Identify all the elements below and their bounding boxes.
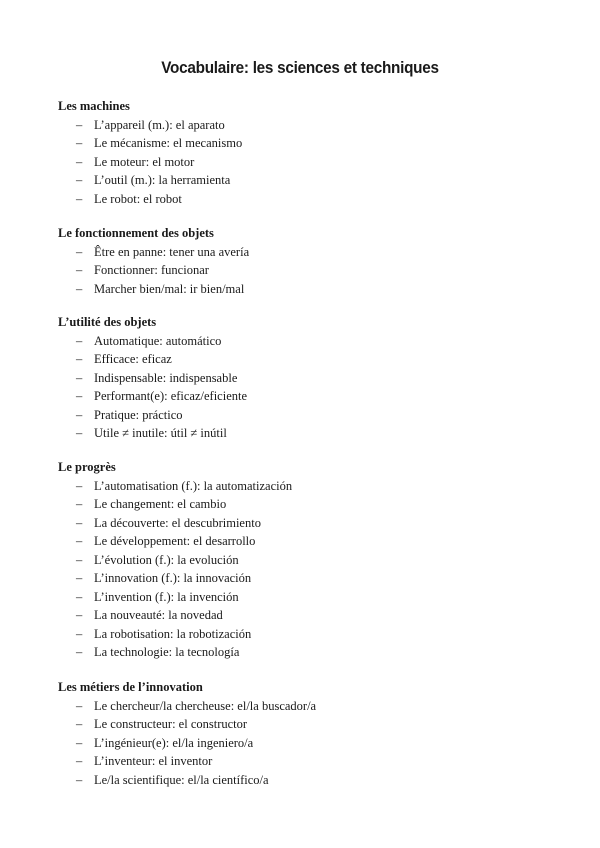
list-item xyxy=(58,569,558,588)
item-text: Performant(e): eficaz/eficiente xyxy=(94,389,248,403)
section-heading: Le progrès xyxy=(58,460,116,474)
item-text: Efficace: eficaz xyxy=(94,352,172,366)
section-heading: Les métiers de l’innovation xyxy=(58,680,203,694)
list-item xyxy=(58,116,558,135)
item-text: Marcher bien/mal: ir bien/mal xyxy=(94,281,245,296)
dash-bullet: – xyxy=(76,735,83,750)
dash-bullet: – xyxy=(76,281,83,296)
list-item xyxy=(58,495,558,514)
dash-bullet: – xyxy=(76,333,83,348)
section-metiers xyxy=(58,678,558,789)
item-text: Automatique: automático xyxy=(94,333,222,348)
list-item xyxy=(58,369,558,388)
section-heading: L’utilité des objets xyxy=(58,315,157,329)
list-item xyxy=(58,514,558,533)
dash-bullet: – xyxy=(76,645,83,659)
list-item xyxy=(58,171,558,190)
item-text: L’évolution (f.): la evolución xyxy=(94,552,239,567)
item-text: L’automatisation (f.): la automatización xyxy=(94,478,293,493)
section-fonctionnement xyxy=(58,224,558,298)
list-item xyxy=(58,606,558,625)
item-text: Le moteur: el motor xyxy=(94,154,195,169)
dash-bullet: – xyxy=(76,772,83,787)
dash-bullet: – xyxy=(76,497,83,511)
section-progres xyxy=(58,458,558,662)
list-item xyxy=(58,243,558,262)
list-item xyxy=(58,752,558,771)
list-item xyxy=(58,551,558,570)
item-text: Le changement: el cambio xyxy=(94,497,227,511)
dash-bullet: – xyxy=(76,754,83,768)
list-item xyxy=(58,332,558,351)
list-item xyxy=(58,588,558,607)
list-item xyxy=(58,424,558,443)
vocabulary-list xyxy=(58,697,558,790)
dash-bullet: – xyxy=(76,608,83,622)
dash-bullet: – xyxy=(76,552,83,567)
section-utilite xyxy=(58,313,558,443)
dash-bullet: – xyxy=(76,515,83,530)
item-text: Être en panne: tener una avería xyxy=(94,244,250,259)
dash-bullet: – xyxy=(76,191,83,206)
item-text: L’ingénieur(e): el/la ingeniero/a xyxy=(94,735,254,750)
document-title: Vocabulaire: les sciences et techniques xyxy=(161,58,439,77)
list-item xyxy=(58,625,558,644)
dash-bullet: – xyxy=(76,571,83,585)
item-text: La nouveauté: la novedad xyxy=(94,608,223,622)
vocabulary-list xyxy=(58,116,558,209)
list-item xyxy=(58,771,558,790)
item-text: L’appareil (m.): el aparato xyxy=(94,117,225,132)
item-text: Le robot: el robot xyxy=(94,191,182,206)
item-text: La technologie: la tecnología xyxy=(94,645,240,659)
dash-bullet: – xyxy=(76,244,83,259)
vocabulary-list xyxy=(58,332,558,443)
list-item xyxy=(58,134,558,153)
item-text: Pratique: práctico xyxy=(94,407,183,422)
item-text: Le chercheur/la chercheuse: el/la buscador/a xyxy=(94,698,317,713)
dash-bullet: – xyxy=(76,478,83,493)
item-text: Le constructeur: el constructor xyxy=(94,717,248,731)
item-text: Indispensable: indispensable xyxy=(94,370,238,385)
item-text: La robotisation: la robotización xyxy=(94,626,252,641)
item-text: La découverte: el descubrimiento xyxy=(94,515,261,530)
list-item xyxy=(58,532,558,551)
item-text: L’invention (f.): la invención xyxy=(94,589,239,604)
dash-bullet: – xyxy=(76,154,83,169)
dash-bullet: – xyxy=(76,117,83,132)
item-text: L’innovation (f.): la innovación xyxy=(94,571,252,585)
list-item xyxy=(58,643,558,662)
dash-bullet: – xyxy=(76,352,83,366)
list-item xyxy=(58,734,558,753)
dash-bullet: – xyxy=(76,698,83,713)
section-heading: Le fonctionnement des objets xyxy=(58,226,214,240)
item-text: Le/la scientifique: el/la científico/a xyxy=(94,772,269,787)
item-text: L’inventeur: el inventor xyxy=(94,754,213,768)
dash-bullet: – xyxy=(76,717,83,731)
dash-bullet: – xyxy=(76,136,83,150)
section-machines xyxy=(58,97,558,208)
vocabulary-list xyxy=(58,477,558,662)
list-item xyxy=(58,280,558,299)
dash-bullet: – xyxy=(76,173,83,187)
item-text: Utile ≠ inutile: útil ≠ inútil xyxy=(94,426,227,440)
section-heading: Les machines xyxy=(58,99,130,113)
dash-bullet: – xyxy=(76,589,83,604)
item-text: Fonctionner: funcionar xyxy=(94,263,209,277)
list-item xyxy=(58,715,558,734)
dash-bullet: – xyxy=(76,407,83,422)
list-item xyxy=(58,153,558,172)
list-item xyxy=(58,261,558,280)
list-item xyxy=(58,387,558,406)
list-item xyxy=(58,697,558,716)
item-text: Le développement: el desarrollo xyxy=(94,534,256,548)
vocabulary-list xyxy=(58,243,558,299)
dash-bullet: – xyxy=(76,389,83,403)
list-item xyxy=(58,190,558,209)
dash-bullet: – xyxy=(76,426,83,440)
dash-bullet: – xyxy=(76,370,83,385)
dash-bullet: – xyxy=(76,534,83,548)
item-text: Le mécanisme: el mecanismo xyxy=(94,136,243,150)
dash-bullet: – xyxy=(76,626,83,641)
list-item xyxy=(58,350,558,369)
list-item xyxy=(58,406,558,425)
item-text: L’outil (m.): la herramienta xyxy=(94,173,231,187)
list-item xyxy=(58,477,558,496)
dash-bullet: – xyxy=(76,263,83,277)
